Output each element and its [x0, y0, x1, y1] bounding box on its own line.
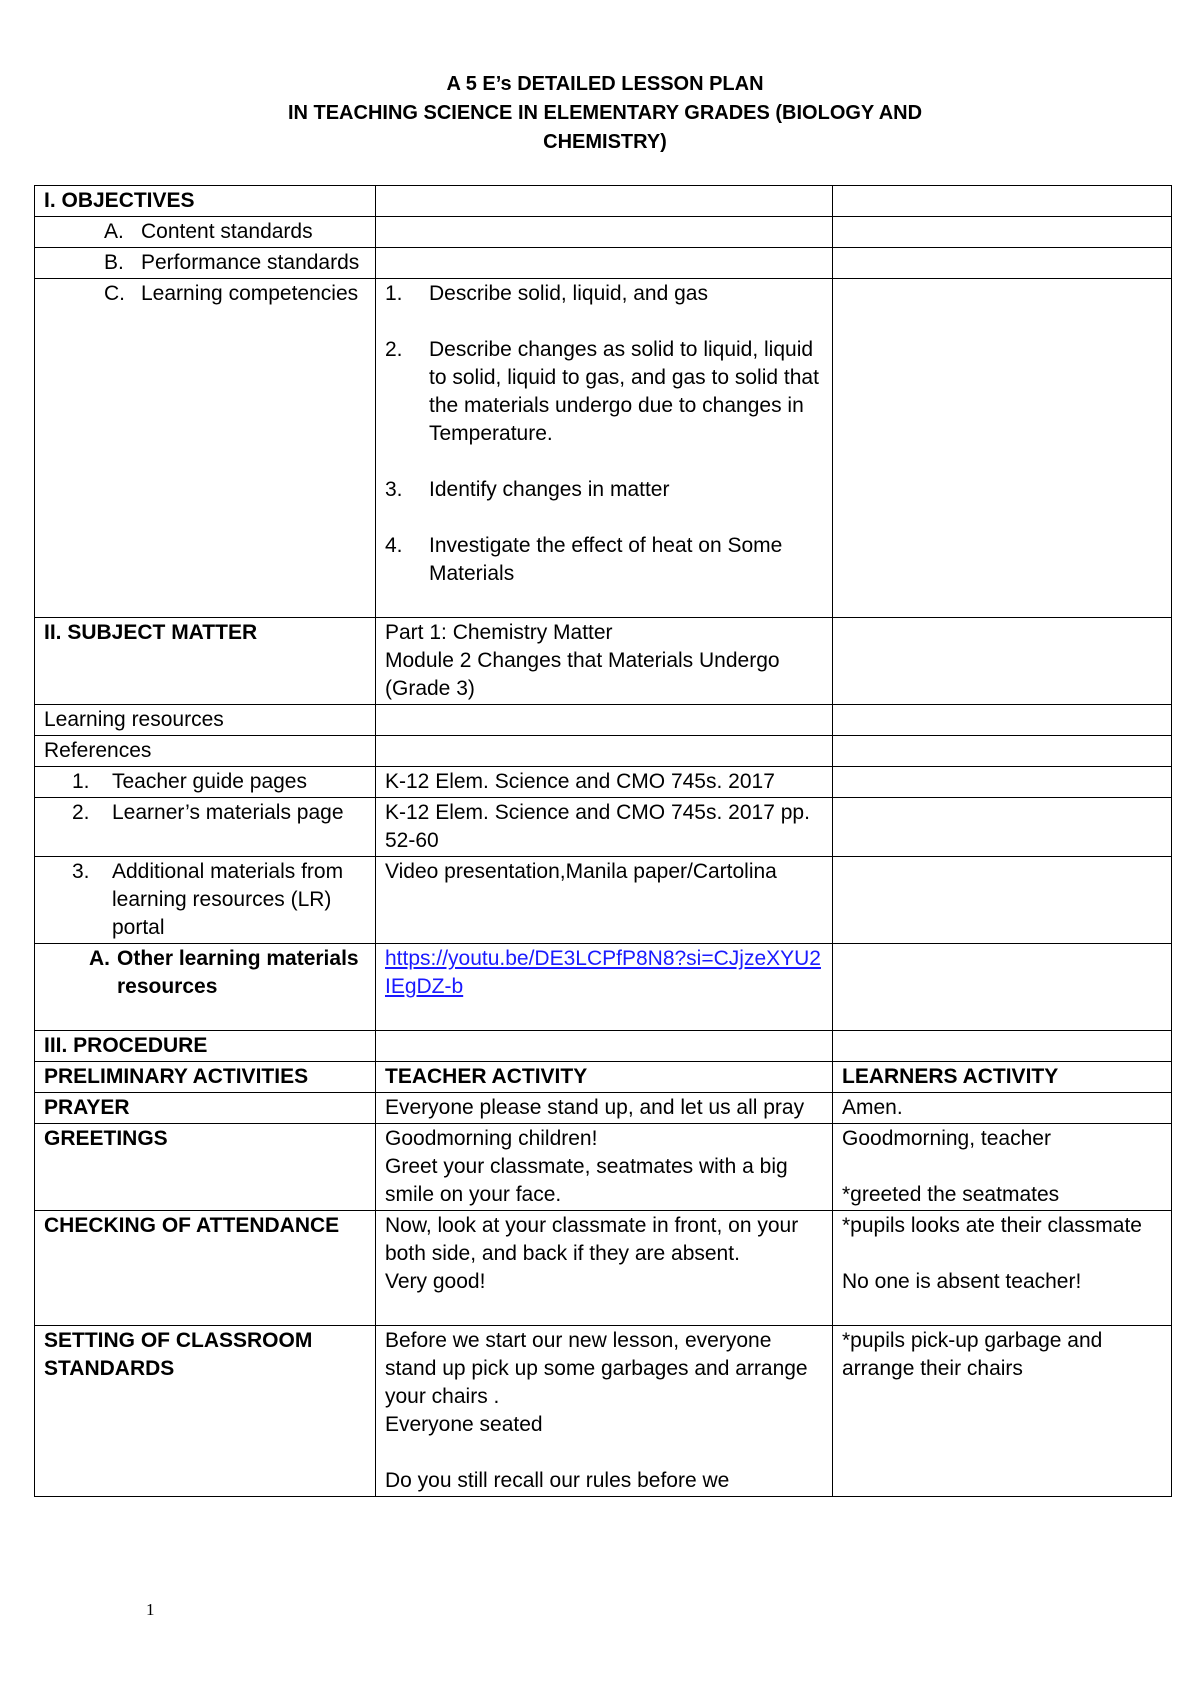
performance-standards-label: B. Performance standards [104, 251, 360, 274]
lesson-plan-table [34, 185, 1172, 1497]
prayer-label: PRAYER [35, 1093, 376, 1124]
video-link[interactable]: https://youtu.be/DE3LCPfP8N8?si=CJjzeXYU2IEgDZ-b [385, 947, 821, 998]
table-row [35, 1093, 1172, 1124]
list-item: 4. Investigate the effect of heat on Some Materials [385, 534, 783, 585]
greetings-teacher-line: Greet your classmate, seatmates with a big smile on your face. [385, 1155, 788, 1206]
table-row [35, 217, 1172, 248]
content-standards-label: A. Content standards [104, 220, 313, 243]
table-row [35, 279, 1172, 618]
page-number: 1 [146, 1600, 155, 1619]
standards-learner: *pupils pick-up garbage and arrange their chairs [833, 1326, 1172, 1497]
learning-competencies-label: C. Learning competencies [104, 282, 359, 305]
attendance-teacher-line: Now, look at your classmate in front, on your both side, and back if they are absent. [385, 1214, 799, 1265]
table-row [35, 186, 1172, 217]
greetings-learner-line: *greeted the seatmates [842, 1183, 1060, 1206]
attendance-learner-line: No one is absent teacher! [842, 1270, 1082, 1293]
additional-materials-value: Video presentation,Manila paper/Cartolina [376, 857, 833, 944]
learner-materials-label: 2. Learner’s materials page [72, 801, 344, 824]
table-row [35, 248, 1172, 279]
title-line-1: A 5 E’s DETAILED LESSON PLAN [446, 73, 764, 95]
column-header-learners: LEARNERS ACTIVITY [833, 1062, 1172, 1093]
table-row [35, 1031, 1172, 1062]
table-row [35, 944, 1172, 1031]
attendance-label: CHECKING OF ATTENDANCE [35, 1211, 376, 1326]
table-row [35, 1326, 1172, 1497]
table-row [35, 767, 1172, 798]
list-item: 2. Describe changes as solid to liquid, liquid to solid, liquid to gas, and gas to solid that the materials undergo due to changes in Temperature. [385, 338, 819, 445]
prayer-learner: Amen. [833, 1093, 1172, 1124]
standards-label: SETTING OF CLASSROOM STANDARDS [35, 1326, 376, 1497]
table-row [35, 705, 1172, 736]
other-resources-label: A. Other learning materials resources [89, 947, 359, 998]
standards-teacher-line: Everyone seated [385, 1413, 543, 1436]
table-row [35, 1211, 1172, 1326]
greetings-label: GREETINGS [35, 1124, 376, 1211]
table-row [35, 736, 1172, 767]
table-row [35, 1062, 1172, 1093]
subject-module: Module 2 Changes that Materials Undergo (Grade 3) [385, 649, 780, 700]
document-title [120, 70, 1090, 157]
attendance-learner-line: *pupils looks ate their classmate [842, 1214, 1142, 1237]
list-item: 1. Describe solid, liquid, and gas [385, 282, 708, 305]
subject-matter-heading: II. SUBJECT MATTER [35, 618, 376, 705]
learner-materials-value: K-12 Elem. Science and CMO 745s. 2017 pp. 52-60 [376, 798, 833, 857]
table-row [35, 857, 1172, 944]
list-item: 3. Identify changes in matter [385, 478, 670, 501]
attendance-teacher-line: Very good! [385, 1270, 486, 1293]
standards-teacher-line: Before we start our new lesson, everyone stand up pick up some garbages and arrange your chairs . [385, 1329, 808, 1408]
teacher-guide-label: 1. Teacher guide pages [72, 770, 307, 793]
learning-resources-label: Learning resources [35, 705, 376, 736]
column-header-preliminary: PRELIMINARY ACTIVITIES [35, 1062, 376, 1093]
table-row [35, 798, 1172, 857]
objectives-heading: I. OBJECTIVES [35, 186, 376, 217]
additional-materials-label: 3. Additional materials from learning resources (LR) portal [72, 860, 344, 939]
column-header-teacher: TEACHER ACTIVITY [376, 1062, 833, 1093]
competencies-list [385, 280, 823, 588]
title-line-3: CHEMISTRY) [543, 131, 667, 153]
greetings-teacher-line: Goodmorning children! [385, 1127, 598, 1150]
teacher-guide-value: K-12 Elem. Science and CMO 745s. 2017 [376, 767, 833, 798]
table-row [35, 1124, 1172, 1211]
subject-part: Part 1: Chemistry Matter [385, 621, 613, 644]
title-line-2: IN TEACHING SCIENCE IN ELEMENTARY GRADES (BIOLOGY AND [287, 102, 923, 124]
procedure-heading: III. PROCEDURE [35, 1031, 376, 1062]
standards-teacher-line: Do you still recall our rules before we [385, 1469, 730, 1492]
references-label: References [35, 736, 376, 767]
greetings-learner-line: Goodmorning, teacher [842, 1127, 1051, 1150]
table-row [35, 618, 1172, 705]
prayer-teacher: Everyone please stand up, and let us all pray [376, 1093, 833, 1124]
